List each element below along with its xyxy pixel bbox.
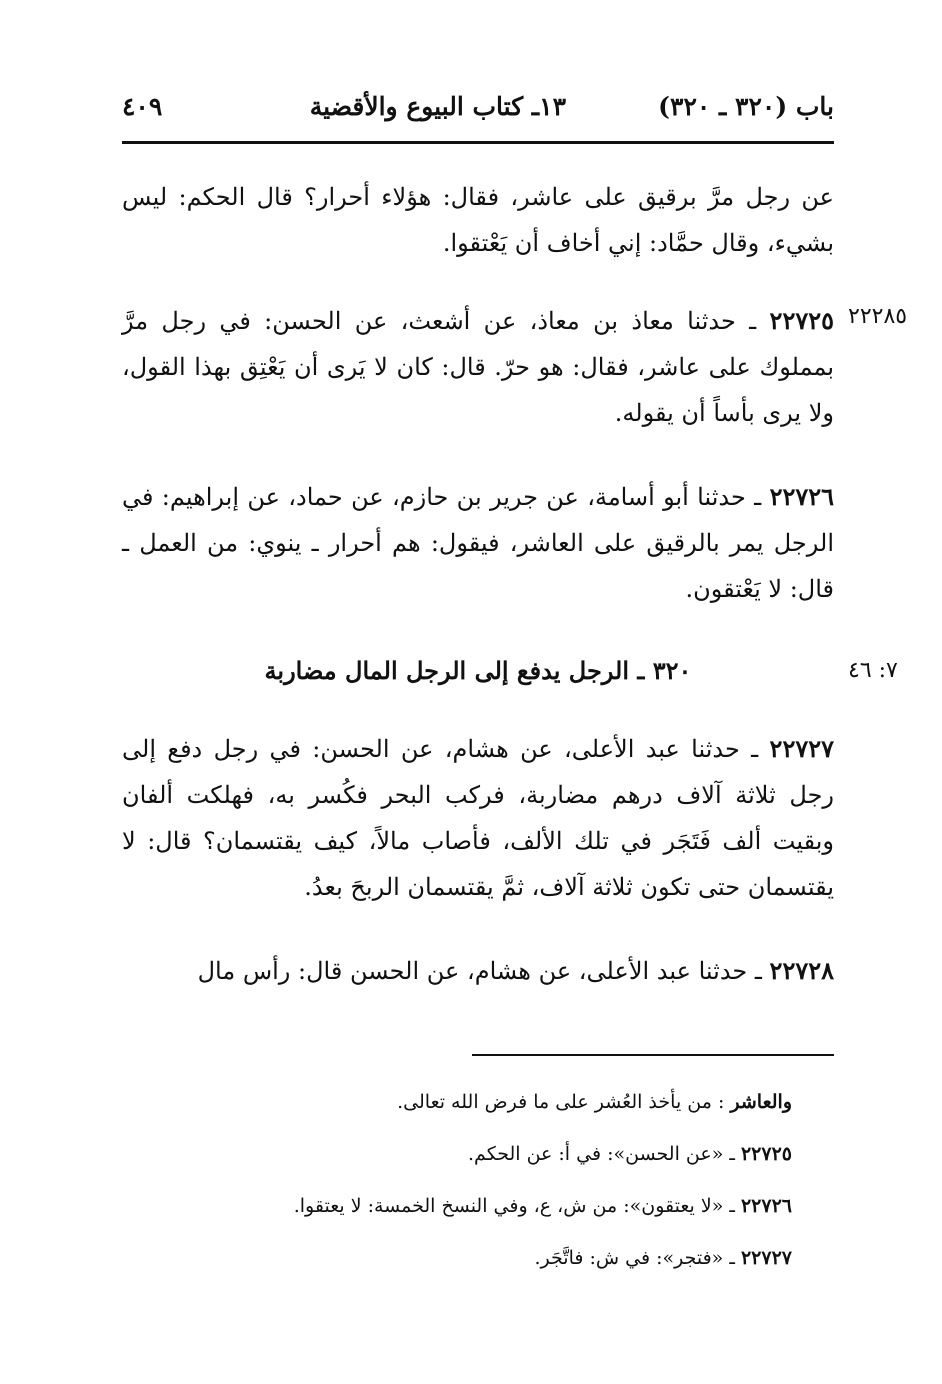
page-header [122, 88, 834, 134]
footnote [122, 1140, 792, 1168]
hadith-number: ٢٢٧٢٦ [769, 482, 835, 511]
footnote-text: ـ «لا يعتقون»: من ش، ع، وفي النسخ الخمسة: لا يعتقوا. [293, 1195, 741, 1217]
hadith-number: ٢٢٧٢٧ [769, 734, 834, 763]
footnote [122, 1192, 792, 1220]
footnote-number: ٢٢٧٢٧ [740, 1247, 792, 1269]
book-title: ١٣ـ كتاب البيوع والأقضية [309, 92, 566, 121]
margin-reference: ٧: ٤٦ [848, 658, 898, 683]
margin-reference: ٢٢٢٨٥ [848, 304, 908, 329]
footnote-number: ٢٢٧٢٦ [740, 1195, 792, 1217]
footnote-text: ـ «عن الحسن»: في أ: عن الحكم. [468, 1143, 741, 1165]
hadith-paragraph [122, 474, 834, 612]
footnote-rule [472, 1054, 834, 1056]
hadith-paragraph [122, 298, 834, 436]
section-title: ٣٢٠ ـ الرجل يدفع إلى الرجل المال مضاربة [264, 656, 692, 685]
paragraph-continued [122, 174, 834, 266]
hadith-paragraph [122, 948, 834, 994]
footnote [122, 1088, 792, 1116]
page-number: ٤٠٩ [122, 92, 163, 121]
footnote [122, 1244, 792, 1272]
paragraph-text: ـ حدثنا عبد الأعلى، عن هشام، عن الحسن قال: رأس مال [197, 957, 770, 985]
chapter-heading: باب (٣٢٠ ـ ٣٢٠) [658, 92, 834, 121]
footnote-number: والعاشر [730, 1091, 792, 1113]
header-rule [122, 141, 834, 144]
hadith-paragraph [122, 726, 834, 910]
paragraph-text: عن رجل مرَّ برقيق على عاشر، فقال: هؤلاء أحرار؟ قال الحكم: ليس بشيء، وقال حمَّاد: إني أخاف أن يَعْتقوا. [122, 183, 834, 257]
paragraph-text: ـ حدثنا عبد الأعلى، عن هشام، عن الحسن: في رجل دفع إلى رجل ثلاثة آلاف درهم مضاربة، فركب البحر فكُسر به، فهلكت ألفان وبقيت ألف فَتَجَر في تلك الألف، فأصاب مالاً، كيف يقتسمان؟ قال: لا يقتسمان حتى تكون ثلاثة آلاف، ثمَّ يقتسمان الربحَ بعدُ. [122, 735, 834, 901]
hadith-number: ٢٢٧٢٥ [769, 306, 834, 335]
footnote-number: ٢٢٧٢٥ [740, 1143, 792, 1165]
hadith-number: ٢٢٧٢٨ [769, 956, 834, 985]
paragraph-text: ـ حدثنا معاذ بن معاذ، عن أشعث، عن الحسن: في رجل مرَّ بمملوك على عاشر، فقال: هو حرّ. قال: كان لا يَرى أن يَعْتِق بهذا القول، ولا يرى بأساً أن يقوله. [122, 307, 834, 427]
footnote-text: : من يأخذ العُشر على ما فرض الله تعالى. [397, 1091, 731, 1113]
paragraph-text: ـ حدثنا أبو أسامة، عن جرير بن حازم، عن حماد، عن إبراهيم: في الرجل يمر بالرقيق على العاشر، فيقول: هم أحرار ـ ينوي: من العمل ـ قال: لا يَعْتقون. [122, 483, 834, 603]
footnote-text: ـ «فتجر»: في ش: فاتَّجَر. [534, 1247, 741, 1269]
